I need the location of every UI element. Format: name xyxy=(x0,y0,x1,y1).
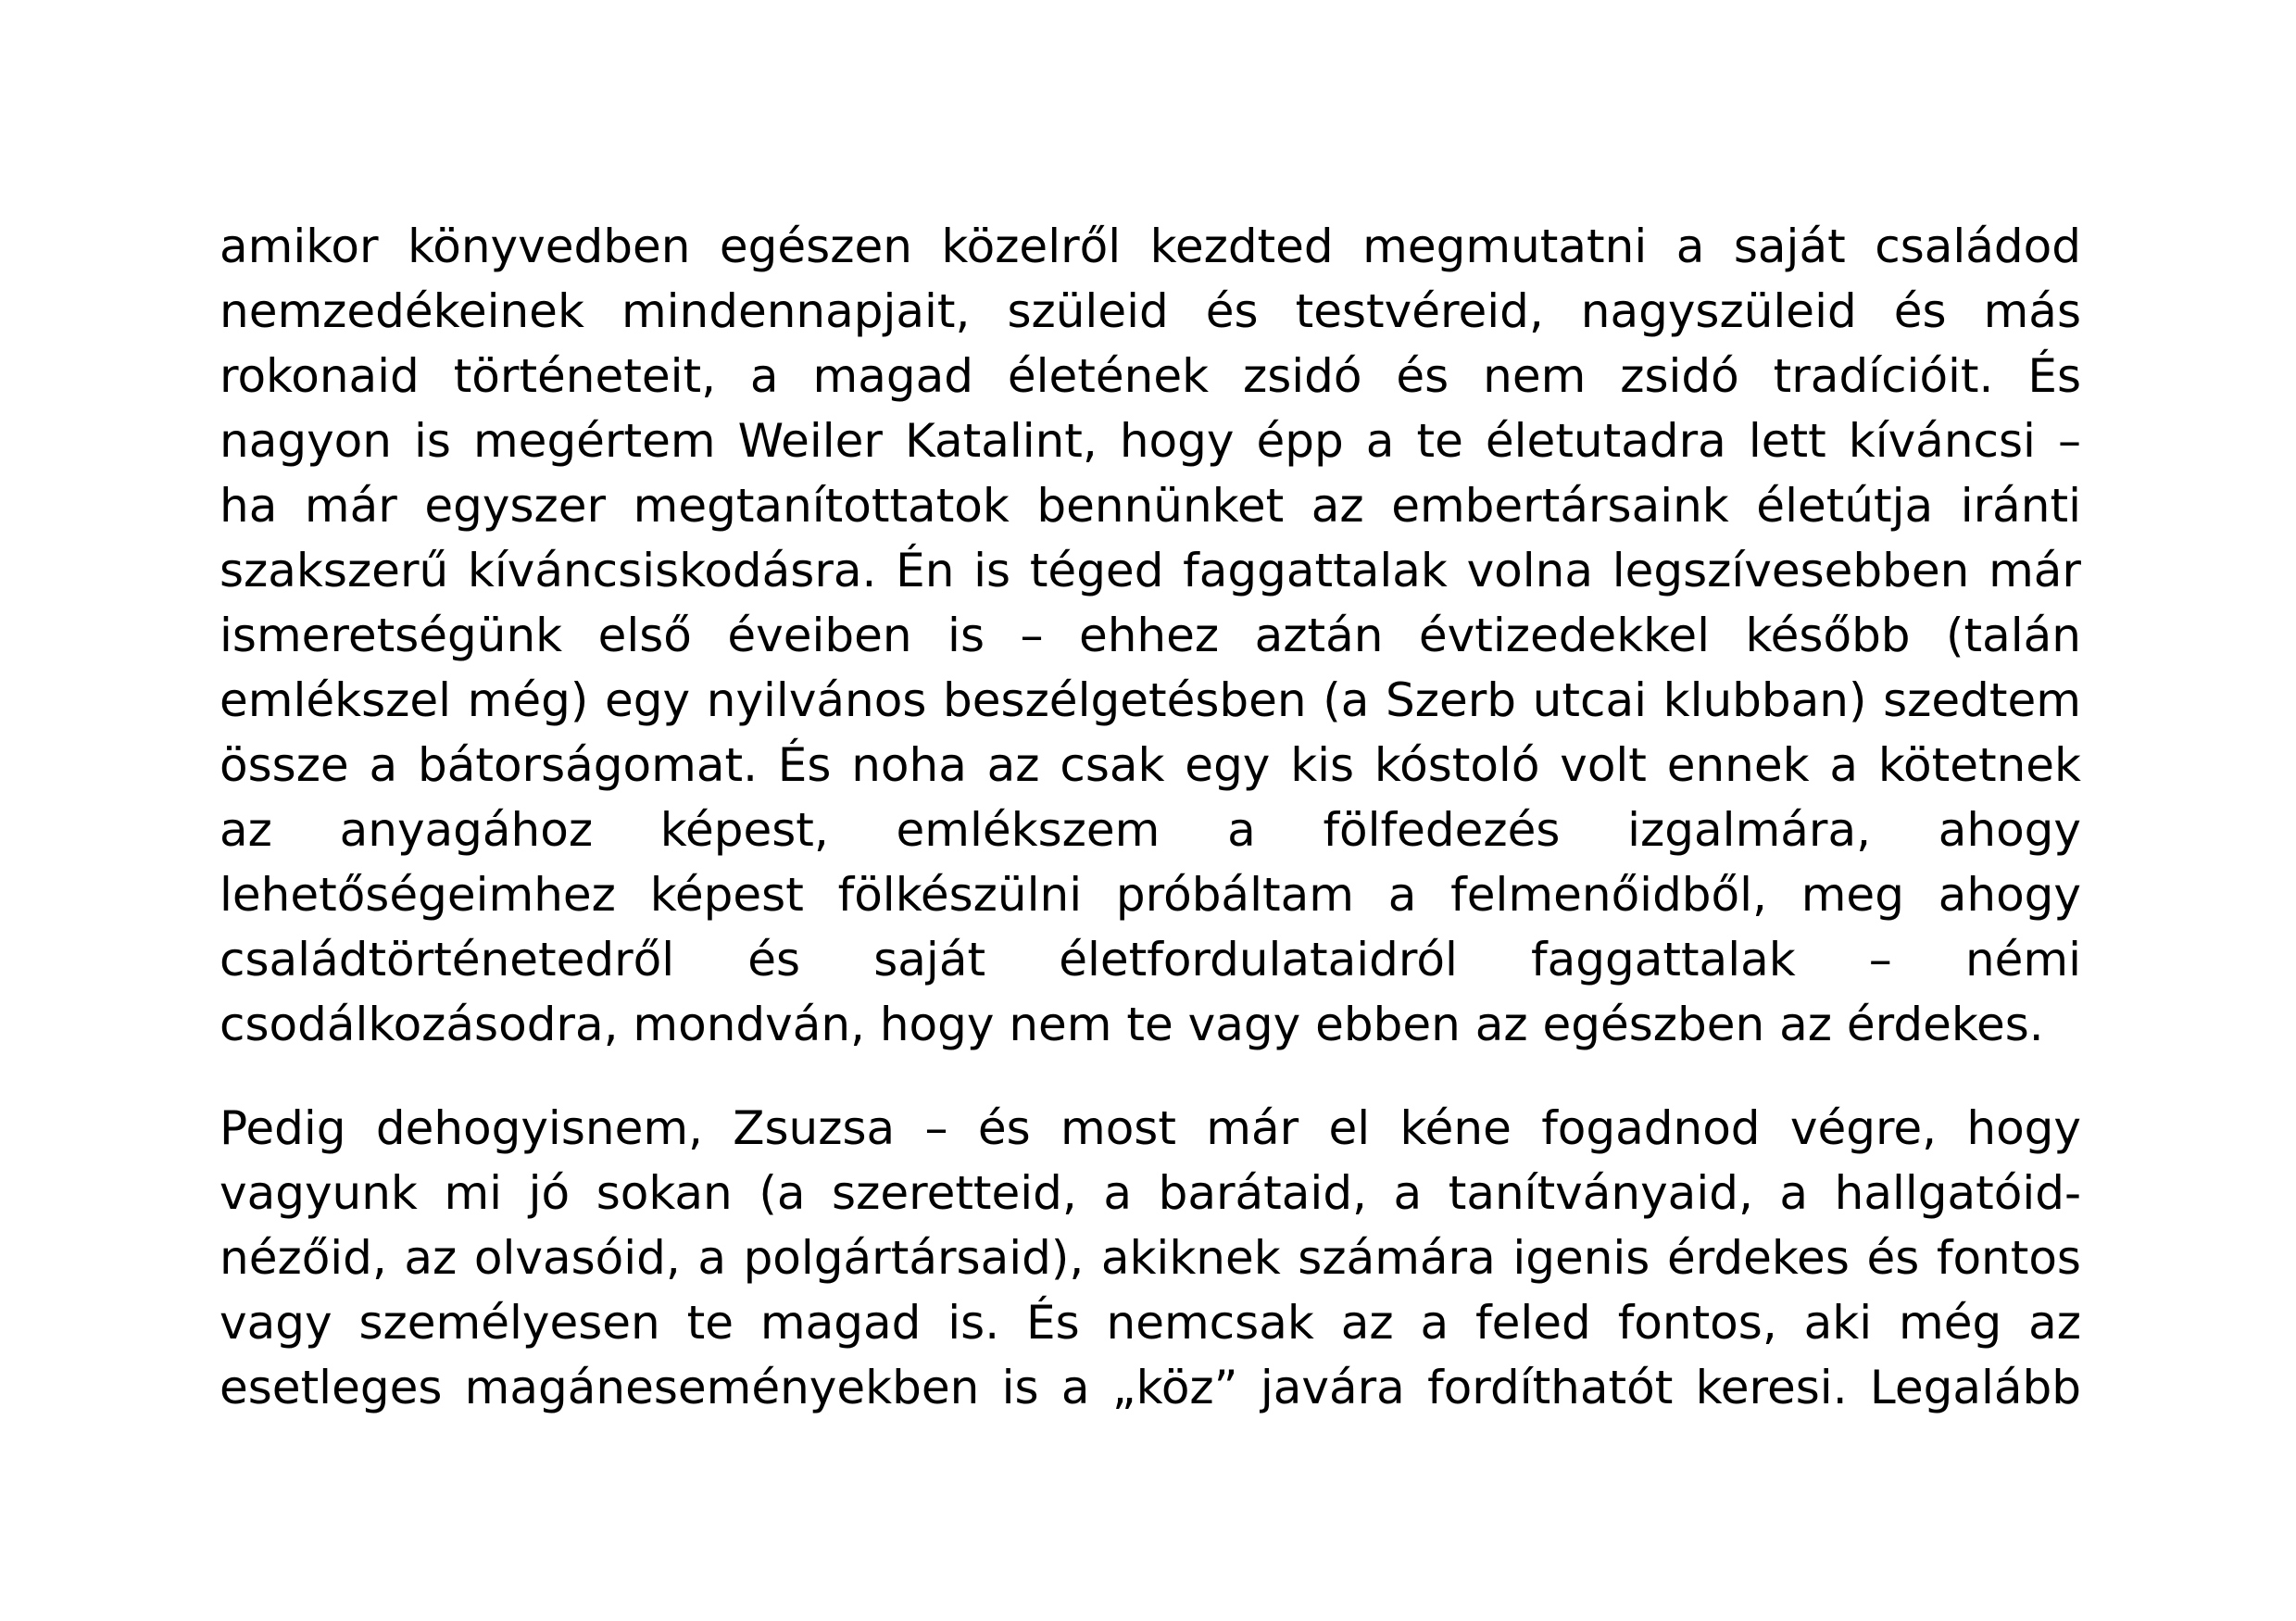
text-line: csodálkozásodra, mondván, hogy nem te vagy ebben az egészben az érdekes. xyxy=(220,998,2044,1051)
paragraph-2 xyxy=(220,1096,2081,1420)
text-line: rokonaid történeteit, a magad életének zsidó és nem zsidó tradícióit. És xyxy=(220,349,2081,403)
text-line: esetleges magáneseményekben is a „köz” javára fordíthatót keresi. Legalább xyxy=(220,1361,2081,1414)
paragraph-spacer xyxy=(220,1057,2081,1096)
text-line: vagyunk mi jó sokan (a szeretteid, a barátaid, a tanítványaid, a hallgatóid- xyxy=(220,1166,2081,1220)
text-line: Pedig dehogyisnem, Zsuzsa – és most már el kéne fogadnod végre, hogy xyxy=(220,1101,2081,1155)
body-text xyxy=(220,214,2081,1420)
text-line: össze a bátorságomat. És noha az csak egy kis kóstoló volt ennek a kötetnek xyxy=(220,738,2081,792)
text-line: lehetőségeimhez képest fölkészülni próbáltam a felmenőidből, meg ahogy xyxy=(220,868,2081,922)
text-line: szakszerű kíváncsiskodásra. Én is téged faggattalak volna legszívesebben már xyxy=(220,544,2081,597)
text-line: amikor könyvedben egészen közelről kezdted megmutatni a saját családod xyxy=(220,220,2081,273)
paragraph-1 xyxy=(220,214,2081,1057)
text-line: emlékszel még) egy nyilvános beszélgetésben (a Szerb utcai klubban) szedtem xyxy=(220,673,2081,727)
text-line: ismeretségünk első éveiben is – ehhez aztán évtizedekkel később (talán xyxy=(220,609,2081,662)
text-line: nemzedékeinek mindennapjait, szüleid és testvéreid, nagyszüleid és más xyxy=(220,284,2081,338)
text-line: családtörténetedről és saját életfordulataidról faggattalak – némi xyxy=(220,933,2081,986)
text-line: nagyon is megértem Weiler Katalint, hogy épp a te életutadra lett kíváncsi – xyxy=(220,414,2081,468)
text-line: ha már egyszer megtanítottatok bennünket az embertársaink életútja iránti xyxy=(220,479,2081,533)
text-line: vagy személyesen te magad is. És nemcsak az a feled fontos, aki még az xyxy=(220,1296,2081,1350)
text-line: az anyagához képest, emlékszem a fölfedezés izgalmára, ahogy xyxy=(220,803,2081,857)
text-line: nézőid, az olvasóid, a polgártársaid), akiknek számára igenis érdekes és fontos xyxy=(220,1231,2081,1285)
